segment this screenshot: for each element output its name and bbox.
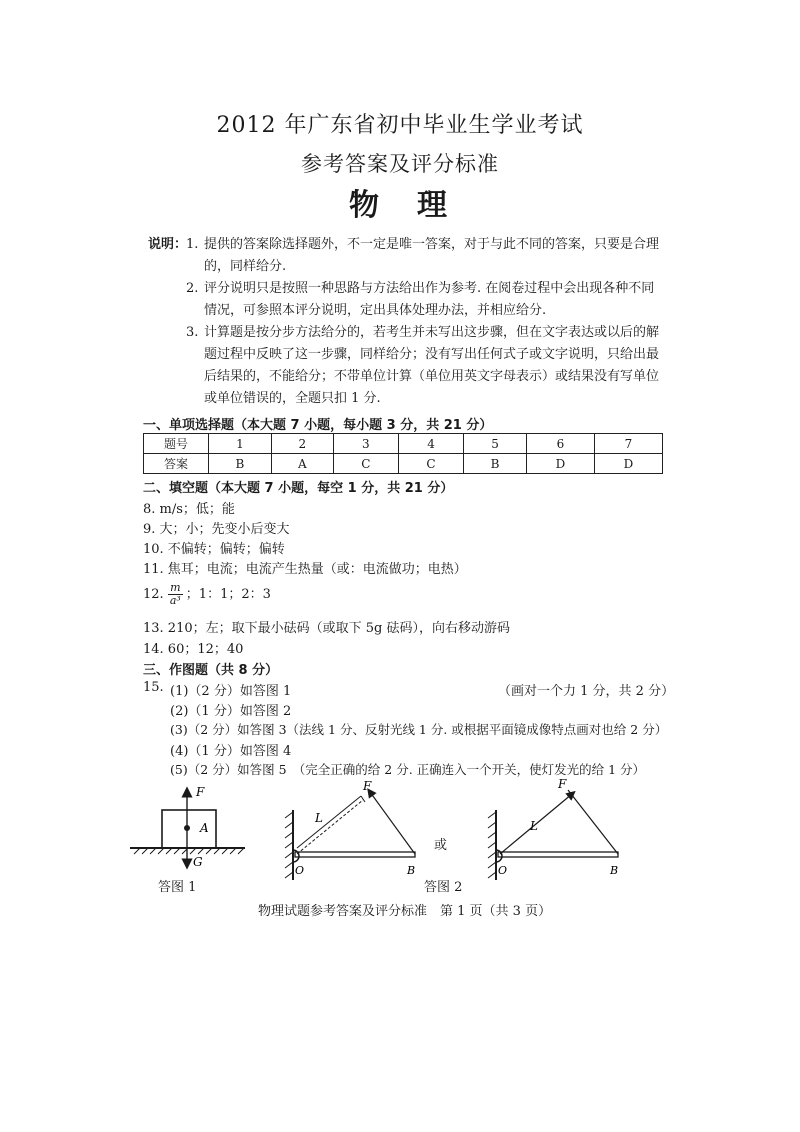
force-label: F	[363, 779, 372, 793]
figure-2-a	[275, 770, 425, 880]
answer-table	[143, 433, 663, 474]
answer-line: (4)（1 分）如答图 4	[170, 744, 292, 759]
note-3-line: 题过程中反映了这一步骤，同样给分；没有写出任何式子或文字说明，只给出最	[204, 347, 660, 362]
figure-1	[120, 780, 250, 880]
answer-line: 14. 60；12；40	[143, 642, 244, 657]
table-cell: C	[333, 454, 398, 474]
figure-2-caption: 答图 2	[424, 880, 463, 895]
force-down-label: G	[193, 855, 203, 869]
note-2-num: 2.	[186, 281, 199, 296]
pivot-label: O	[498, 864, 508, 877]
page-subtitle: 参考答案及评分标准	[301, 152, 499, 176]
answer-line: 8. m/s；低；能	[143, 502, 235, 517]
answer-line: (3)（2 分）如答图 3（法线 1 分、反射光线 1 分. 或根据平面镜成像特点画对也给 2 分）	[170, 722, 668, 737]
fraction-denominator: a³	[169, 594, 181, 607]
rope	[568, 790, 618, 854]
table-cell: 7	[594, 434, 662, 454]
q12-number: 12.	[143, 587, 164, 602]
answer-line: (2)（1 分）如答图 2	[170, 704, 292, 719]
lever-arm-label: L	[530, 819, 538, 833]
force-up-label: F	[196, 785, 205, 799]
table-row	[144, 434, 663, 454]
note-1-line: 提供的答案除选择题外，不一定是唯一答案，对于与此不同的答案，只要是合理	[204, 237, 660, 252]
answer-line-12	[143, 582, 271, 607]
notes-label: 说明：	[148, 237, 188, 252]
table-cell: 3	[333, 434, 398, 454]
answer-line: (1)（2 分）如答图 1	[170, 684, 292, 699]
answer-line: 10. 不偏转；偏转；偏转	[143, 542, 285, 557]
note-3-line: 或单位错误的，全题只扣 1 分.	[204, 391, 381, 406]
answer-line: (5)（2 分）如答图 5 （完全正确的给 2 分. 正确连入一个开关，使灯发光的给 1 分）	[170, 762, 646, 777]
section1-title: 一、单项选择题（本大题 7 小题，每小题 3 分，共 21 分）	[143, 418, 493, 433]
note-2-line: 情况，可参照本评分说明，定出具体处理办法，并相应给分.	[204, 303, 547, 318]
note-3-num: 3.	[186, 325, 199, 340]
table-cell: 4	[398, 434, 463, 454]
answer-line: 11. 焦耳；电流；电流产生热量（或：电流做功；电热）	[143, 562, 467, 577]
answer-line: 9. 大；小；先变小后变大	[143, 522, 290, 537]
answer-line-note: （画对一个力 1 分，共 2 分）	[498, 684, 675, 699]
table-row	[144, 454, 663, 474]
fraction-numerator: m	[168, 582, 183, 595]
end-label: B	[407, 864, 416, 877]
note-3-line: 后结果的，不能给分；不带单位计算（单位用英文字母表示）或结果没有写单位	[204, 369, 660, 384]
table-cell: C	[398, 454, 463, 474]
table-cell: 2	[271, 434, 333, 454]
subject-title: 物 理	[349, 188, 451, 223]
figure-1-caption: 答图 1	[158, 880, 197, 895]
fraction	[168, 582, 183, 607]
table-cell: 6	[526, 434, 594, 454]
lever-arm-bracket	[297, 796, 361, 848]
q15-number: 15.	[143, 680, 164, 695]
figure-2-b	[478, 770, 628, 880]
force-label: F	[558, 777, 567, 791]
q12-rest: ；1：1；2：3	[185, 587, 271, 602]
note-2-line: 评分说明只是按照一种思路与方法给出作为参考. 在阅卷过程中会出现各种不同	[204, 281, 655, 296]
note-1-num: 1.	[186, 237, 199, 252]
right-angle-mark	[361, 796, 365, 802]
force-arrow	[370, 792, 415, 854]
section3-title: 三、作图题（共 8 分）	[143, 663, 279, 678]
lever	[498, 852, 618, 857]
table-cell: 1	[209, 434, 272, 454]
table-header-cell: 题号	[144, 434, 209, 454]
table-cell: B	[464, 454, 527, 474]
table-cell: D	[594, 454, 662, 474]
note-1-line: 的，同样给分.	[204, 259, 287, 274]
or-label: 或	[434, 838, 448, 853]
section2-title: 二、填空题（本大题 7 小题，每空 1 分，共 21 分）	[143, 481, 454, 496]
page-footer: 物理试题参考答案及评分标准 第 1 页（共 3 页）	[258, 904, 552, 919]
lever	[295, 852, 415, 857]
table-header-cell: 答案	[144, 454, 209, 474]
note-3-line: 计算题是按分步方法给分的，若考生并未写出这步骤，但在文字表达或以后的解	[204, 325, 660, 340]
answer-line: 13. 210；左；取下最小砝码（或取下 5g 砝码），向右移动游码	[143, 621, 510, 636]
pivot-label: O	[295, 864, 305, 877]
lever-arm-label: L	[315, 811, 323, 825]
table-cell: D	[526, 454, 594, 474]
table-cell: A	[271, 454, 333, 474]
wall-hatching	[285, 812, 293, 878]
table-cell: B	[209, 454, 272, 474]
wall-hatching	[488, 812, 496, 878]
block-label: A	[200, 821, 209, 835]
end-label: B	[610, 864, 619, 877]
lever-arm-dashed	[297, 800, 363, 854]
table-cell: 5	[464, 434, 527, 454]
page-title: 2012 年广东省初中毕业生学业考试	[216, 113, 584, 138]
